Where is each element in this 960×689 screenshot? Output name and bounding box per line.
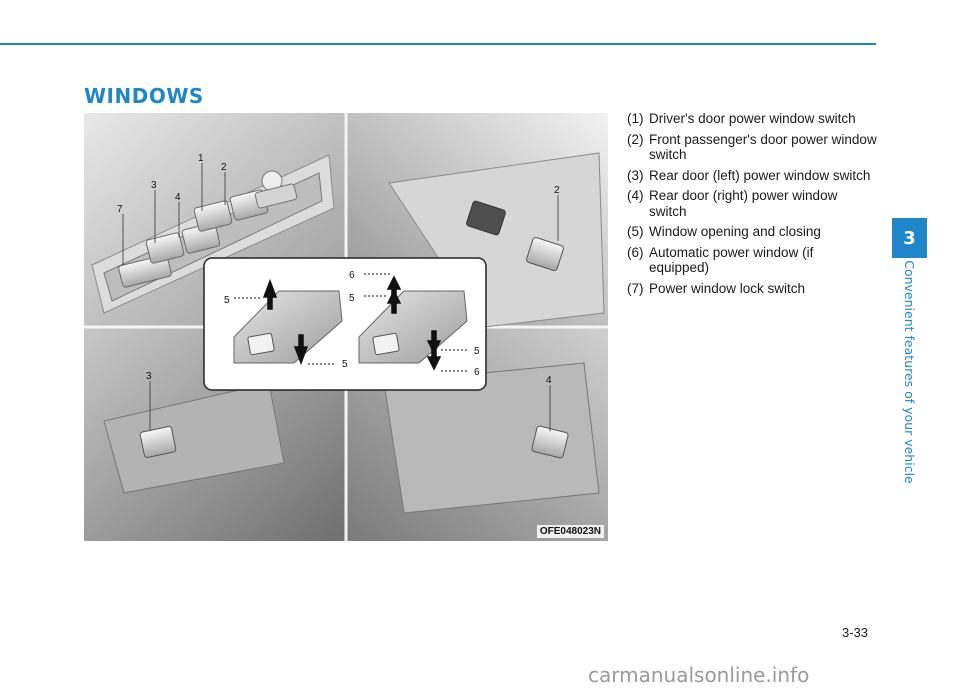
switch-operation-inset [204,258,486,390]
legend-item: (4) Rear door (right) power window switch [627,188,838,219]
inset-label-5c: 5 [349,293,355,304]
section-title: WINDOWS [84,84,204,108]
callout-2: 2 [221,162,227,173]
window-switch-figure [84,113,608,541]
inset-label-5d: 5 [474,346,480,357]
callout-4-rear: 4 [546,375,552,386]
callout-4: 4 [175,192,181,203]
inset-label-6a: 6 [349,270,355,281]
callout-2-passenger: 2 [554,185,560,196]
legend-list [627,111,877,301]
callout-1: 1 [198,153,204,164]
legend-item: (2) Front passenger's door power window switch [627,131,877,162]
watermark: carmanualsonline.info [588,663,810,687]
callout-3: 3 [151,180,157,191]
legend-item: (6) Automatic power window (if equipped) [627,244,814,275]
callout-3-rear: 3 [146,371,152,382]
legend-item: (3) Rear door (left) power window switch [627,167,871,183]
legend-item: (7) Power window lock switch [627,280,806,296]
callout-7: 7 [117,204,123,215]
page-number: 3-33 [842,625,869,640]
legend-item: (5) Window opening and closing [627,224,821,239]
inset-label-5a: 5 [224,295,230,306]
chapter-title: Convenient features of your vehicle [902,260,917,484]
legend-item: (1) Driver's door power window switch [627,111,856,126]
inset-label-6b: 6 [474,367,480,378]
figure-code: OFE048023N [537,525,604,538]
chapter-number: 3 [903,227,916,249]
top-rule [0,43,876,45]
inset-label-5b: 5 [342,359,348,370]
